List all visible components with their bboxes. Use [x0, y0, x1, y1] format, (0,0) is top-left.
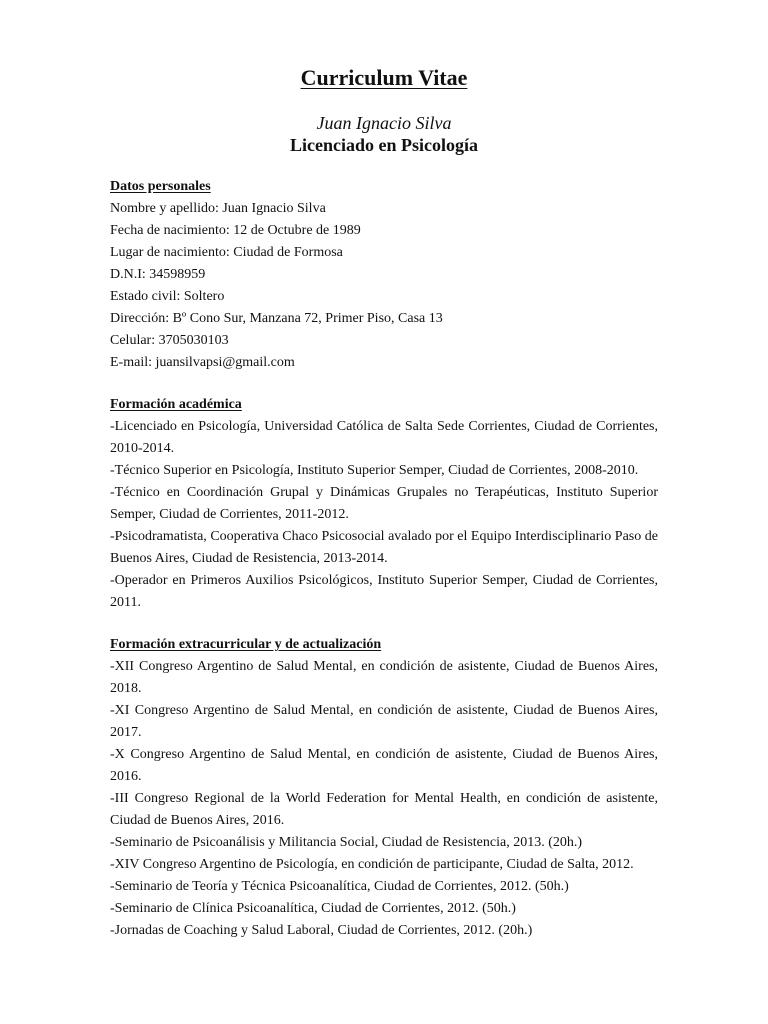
extracurricular-item: -XIV Congreso Argentino de Psicología, en condición de participante, Ciudad de Salta, 2012.: [110, 857, 634, 872]
extracurricular-item: -Seminario de Teoría y Técnica Psicoanalítica, Ciudad de Corrientes, 2012. (50h.): [110, 879, 569, 894]
extracurricular-item: -Jornadas de Coaching y Salud Laboral, Ciudad de Corrientes, 2012. (20h.): [110, 923, 533, 938]
personal-line-address: Dirección: Bº Cono Sur, Manzana 72, Primer Piso, Casa 13: [110, 311, 443, 326]
extracurricular-item: -Seminario de Psicoanálisis y Militancia Social, Ciudad de Resistencia, 2013. (20h.): [110, 835, 583, 850]
extracurricular-section: [110, 634, 658, 942]
section-heading-academic: Formación académica: [110, 397, 242, 412]
personal-data-section: [110, 176, 658, 374]
extracurricular-item: -XI Congreso Argentino de Salud Mental, en condición de asistente, Ciudad de Buenos Aires, 2017.: [110, 703, 658, 740]
extracurricular-item: -X Congreso Argentino de Salud Mental, en condición de asistente, Ciudad de Buenos Aires, 2016.: [110, 747, 658, 784]
personal-line-phone: Celular: 3705030103: [110, 333, 229, 348]
academic-item: -Técnico en Coordinación Grupal y Dinámicas Grupales no Terapéuticas, Instituto Superior Semper, Ciudad de Corrientes, 2011-2012.: [110, 485, 658, 522]
extracurricular-item: -XII Congreso Argentino de Salud Mental, en condición de asistente, Ciudad de Buenos Aires, 2018.: [110, 659, 658, 696]
academic-item: -Técnico Superior en Psicología, Instituto Superior Semper, Ciudad de Corrientes, 2008-2010.: [110, 463, 639, 478]
cv-document: [110, 62, 658, 942]
academic-item: -Licenciado en Psicología, Universidad Católica de Salta Sede Corrientes, Ciudad de Corrientes, 2010-2014.: [110, 419, 658, 456]
extracurricular-item: -III Congreso Regional de la World Federation for Mental Health, en condición de asistente, Ciudad de Buenos Aires, 2016.: [110, 791, 658, 828]
personal-line-email: E-mail: juansilvapsi@gmail.com: [110, 355, 295, 370]
personal-line-dni: D.N.I: 34598959: [110, 267, 206, 282]
academic-item: -Operador en Primeros Auxilios Psicológicos, Instituto Superior Semper, Ciudad de Corrientes, 2011.: [110, 573, 658, 610]
personal-line-civil-status: Estado civil: Soltero: [110, 289, 225, 304]
personal-line-name: Nombre y apellido: Juan Ignacio Silva: [110, 201, 326, 216]
person-degree: Licenciado en Psicología: [290, 135, 478, 155]
section-heading-personal: Datos personales: [110, 179, 211, 194]
academic-section: [110, 394, 658, 614]
section-heading-extracurricular: Formación extracurricular y de actualización: [110, 637, 382, 652]
document-title: Curriculum Vitae: [300, 65, 468, 90]
personal-line-birthdate: Fecha de nacimiento: 12 de Octubre de 1989: [110, 223, 361, 238]
extracurricular-item: -Seminario de Clínica Psicoanalítica, Ciudad de Corrientes, 2012. (50h.): [110, 901, 516, 916]
academic-item: -Psicodramatista, Cooperativa Chaco Psicosocial avalado por el Equipo Interdisciplinario Paso de Buenos Aires, Ciudad de Resistencia, 2013-2014.: [110, 529, 658, 566]
person-name: Juan Ignacio Silva: [316, 113, 452, 133]
personal-line-birthplace: Lugar de nacimiento: Ciudad de Formosa: [110, 245, 343, 260]
